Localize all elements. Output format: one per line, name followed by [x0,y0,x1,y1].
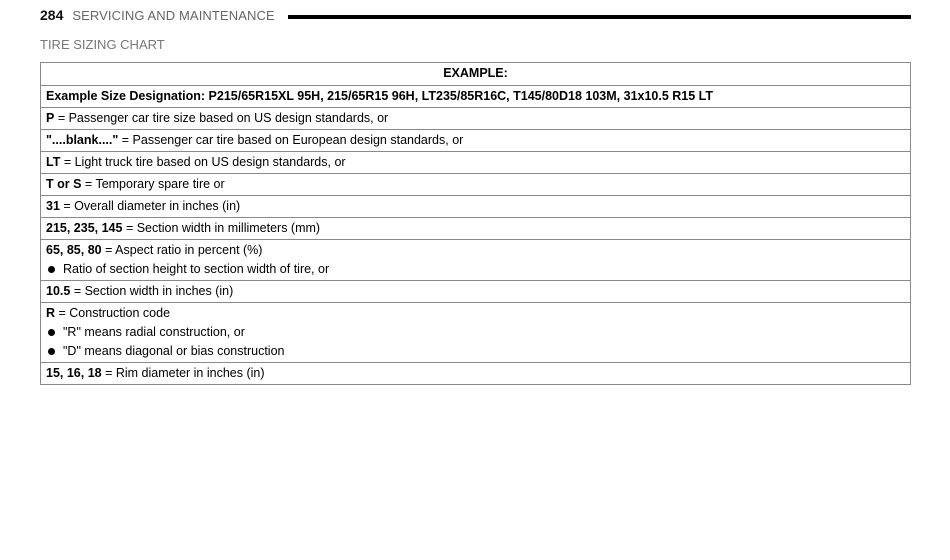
bullet-item [46,343,905,359]
row-desc: = Section width in millimeters (mm) [122,221,321,235]
table-row [41,281,911,303]
table-row [41,152,911,174]
table-row [41,240,911,281]
tire-sizing-table [40,62,911,385]
row-desc: = Light truck tire based on US design standards, or [60,155,346,169]
header-rule [288,15,911,19]
row-term: 31 [46,199,60,213]
row-term: 65, 85, 80 [46,243,102,257]
bullet-icon [48,266,55,273]
bullet-icon [48,329,55,336]
table-row [41,130,911,152]
table-row [41,218,911,240]
example-designation: Example Size Designation: P215/65R15XL 95H, 215/65R15 96H, LT235/85R16C, T145/80D18 103M, 31x10.5 R15 LT [41,86,911,108]
row-term: 15, 16, 18 [46,366,102,380]
row-desc: = Construction code [55,306,171,320]
table-example-row [41,86,911,108]
bullet-text: "R" means radial construction, or [63,325,245,339]
row-term: P [46,111,55,125]
table-heading-row [41,63,911,86]
row-term: T or S [46,177,82,191]
row-desc: = Passenger car tire based on European design standards, or [118,133,464,147]
table-row [41,196,911,218]
row-term: "....blank...." [46,133,119,147]
table-row [41,303,911,363]
table-row [41,363,911,385]
bullet-icon [48,348,55,355]
section-title: SERVICING AND MAINTENANCE [72,7,275,23]
row-desc: = Temporary spare tire or [81,177,225,191]
table-row [41,108,911,130]
page-header [40,6,911,24]
bullet-item [46,324,905,340]
row-term: 10.5 [46,284,71,298]
row-term: 215, 235, 145 [46,221,123,235]
row-desc: = Aspect ratio in percent (%) [101,243,263,257]
row-desc: = Section width in inches (in) [70,284,234,298]
bullet-text: "D" means diagonal or bias construction [63,344,285,358]
row-desc: = Passenger car tire size based on US design standards, or [54,111,389,125]
chart-title: TIRE SIZING CHART [40,37,165,52]
bullet-item [46,261,905,277]
table-row [41,174,911,196]
row-desc: = Overall diameter in inches (in) [59,199,241,213]
row-desc: = Rim diameter in inches (in) [101,366,265,380]
table-heading: EXAMPLE: [41,63,911,86]
page-number: 284 [40,7,64,23]
row-term: R [46,306,56,320]
row-term: LT [46,155,61,169]
bullet-text: Ratio of section height to section width of tire, or [63,262,330,276]
